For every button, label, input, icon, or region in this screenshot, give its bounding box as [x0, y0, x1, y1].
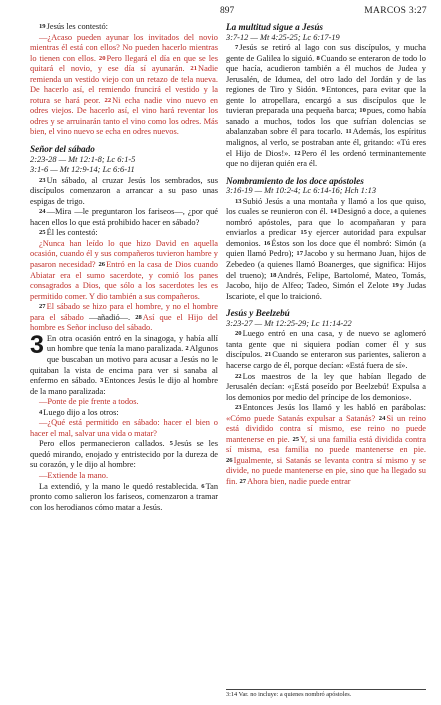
left-column — [30, 22, 218, 513]
paragraph: 27El sábado se hizo para el hombre, y no el hombre para el sábado —añadió—. 28Así que el Hijo del hombre es Señor incluso del sábado. — [30, 302, 218, 333]
paragraph: 13Subió Jesús a una montaña y llamó a los que quiso, los cuales se reunieron con él. 14Designó a doce, a quienes nombró apóstoles, para que lo acompañaran y para enviarlos a predicar 15y ejercer autoridad para expulsar demonios. 16Éstos son los doce que él nombró: Simón (a quien llamó Pedro); 17Jacobo y su hermano Juan, hijos de Zebedeo (a quienes llamó Boanerges, que significa: Hijos del trueno); 18Andrés, Felipe, Bartolomé, Mateo, Tomás, Jacobo, hijo de Alfeo; Tadeo, Simón el Zelote 19y Judas Iscariote, el que lo traicionó. — [226, 196, 427, 301]
paragraph: —¿Acaso pueden ayunar los invitados del novio mientras él está con ellos? No pueden hacerlo mientras lo tienen con ellos. 20Pero llegará el día en que se les quitará el novio, y ese día sí ayunarán. 21Nadie remienda un vestido viejo con un retazo de tela nueva. De hacerlo así, el remiendo fruncirá el vestido y la rotura se hará peor. 22Ni echa nadie vino nuevo en odres viejos. De hacerlo así, el vino hará reventar los odres y se arruinarán tanto el vino como los odres. Más bien, el vino nuevo se echa en odres nuevos. — [30, 32, 219, 137]
paragraph: 24—Mira —le preguntaron los fariseos—, ¿por qué hacen ellos lo que está prohibido hacer en sábado? — [30, 207, 218, 227]
cross-reference: 3:23-27 — Mt 12:25-29; Lc 11:14-22 — [226, 318, 352, 328]
paragraph: 4Luego dijo a los otros: — [39, 407, 119, 417]
running-header — [0, 6, 441, 20]
cross-reference: 3:1-6 — Mt 12:9-14; Lc 6:6-11 — [30, 165, 135, 175]
paragraph: —Extiende la mano. — [39, 470, 109, 480]
section-heading: Nombramiento de los doce apóstoles — [226, 175, 364, 186]
paragraph: 23Entonces Jesús los llamó y les habló en parábolas: «Cómo puede Satanás expulsar a Satanás? 24Si un reino está dividido contra sí mismo, ese reino no puede mantenerse en pie. 25Y, si una familia está dividida contra sí misma, esa familia no puede mantenerse en pie. 26Igualmente, si Satanás se levanta contra sí mismo y se divide, no puede mantenerse en pie, sino que ha llegado su fin. 27Ahora bien, nadie puede entrar — [226, 403, 426, 486]
paragraph: —Ponte de pie frente a todos. — [39, 397, 139, 407]
paragraph: 3 En otra ocasión entró en la sinagoga, y había allí un hombre que tenía la mano paralizada. 2Algunos que buscaban un motivo para acusar a Jesús no le quitaban la vista de encima para ver si sanaba al enfermo en sábado. 3Entonces Jesús le dijo al hombre de la mano paralizada: — [30, 330, 218, 396]
paragraph: Pero ellos permanecieron callados. 5Jesús se les quedó mirando, enojado y entristecido por la dureza de su corazón, y le dijo al hombre: — [30, 439, 218, 470]
paragraph: —¿Qué está permitido en sábado: hacer el bien o hacer el mal, salvar una vida o matar? — [30, 418, 218, 438]
paragraph: 22Los maestros de la ley que habían llegado de Jerusalén decían: «¡Está poseído por Beelzebú! Expulsa a los demonios por medio del príncipe de los demonios». — [226, 371, 426, 402]
cross-reference: 3:16-19 — Mt 10:2-4; Lc 6:14-16; Hch 1:13 — [226, 186, 377, 196]
paragraph: 25Él les contestó: — [39, 228, 98, 238]
section-heading: Jesús y Beelzebú — [226, 308, 290, 319]
right-column — [226, 22, 426, 488]
header-reference: MARCOS 3:27 — [364, 6, 427, 16]
paragraph: ¿Nunca han leído lo que hizo David en aquella ocasión, cuando él y sus compañeros tuvieron hambre y pasaron necesidad? 26Entró en la casa de Dios cuando Abiatar era el sumo sacerdote, y comió los panes consagrados a Dios, que sólo a los sacerdotes les es permitido comer. Y dio también a sus compañeros. — [30, 238, 218, 301]
chapter-number: 3 — [30, 330, 44, 359]
paragraph: 19Jesús les contestó: — [39, 22, 109, 31]
paragraph: 7Jesús se retiró al lago con sus discípulos, y mucha gente de Galilea lo siguió. 8Cuando se enteraron de todo lo que hacía, acudieron también a él muchos de Judea y Jerusalén, de Idumea, del otro lado del Jordán y de las regiones de Tiro y Sidón. 9Entonces, para evitar que la gente lo atropellara, encargó a sus discípulos que le tuvieran preparada una pequeña barca; 10pues, como había sanado a muchos, todos los que sufrían dolencias se abalanzaban sobre él para tocarlo. 11Además, los espíritus malignos, al verlo, se postraban ante él, gritando: «Tú eres el Hijo de Dios!». 12Pero él les ordenó terminantemente que no dijeran quién era él. — [226, 43, 427, 169]
cross-reference: 3:7-12 — Mt 4:25-25; Lc 6:17-19 — [226, 32, 340, 42]
page-number: 897 — [220, 6, 235, 16]
cross-reference: 2:23-28 — Mt 12:1-8; Lc 6:1-5 — [30, 154, 136, 164]
paragraph: La extendió, y la mano le quedó restablecida. 6Tan pronto como salieron los fariseos, comenzaron a tramar con los herodianos cómo matar a Jesús. — [30, 481, 219, 512]
section-heading: La multitud sigue a Jesús — [226, 22, 323, 32]
footnote: 3:14 Var. no incluye: a quienes nombró apóstoles. — [226, 689, 426, 699]
section-heading: Señor del sábado — [30, 144, 95, 155]
paragraph: 23Un sábado, al cruzar Jesús los sembrados, sus discípulos comenzaron a arrancar a su paso unas espigas de trigo. — [30, 175, 218, 206]
paragraph: 20Luego entró en una casa, y de nuevo se aglomeró tanta gente que ni siquiera podían comer él y sus discípulos. 21Cuando se enteraron sus parientes, salieron a hacerse cargo de él, porque decían: «Está fuera de sí». — [226, 329, 427, 370]
